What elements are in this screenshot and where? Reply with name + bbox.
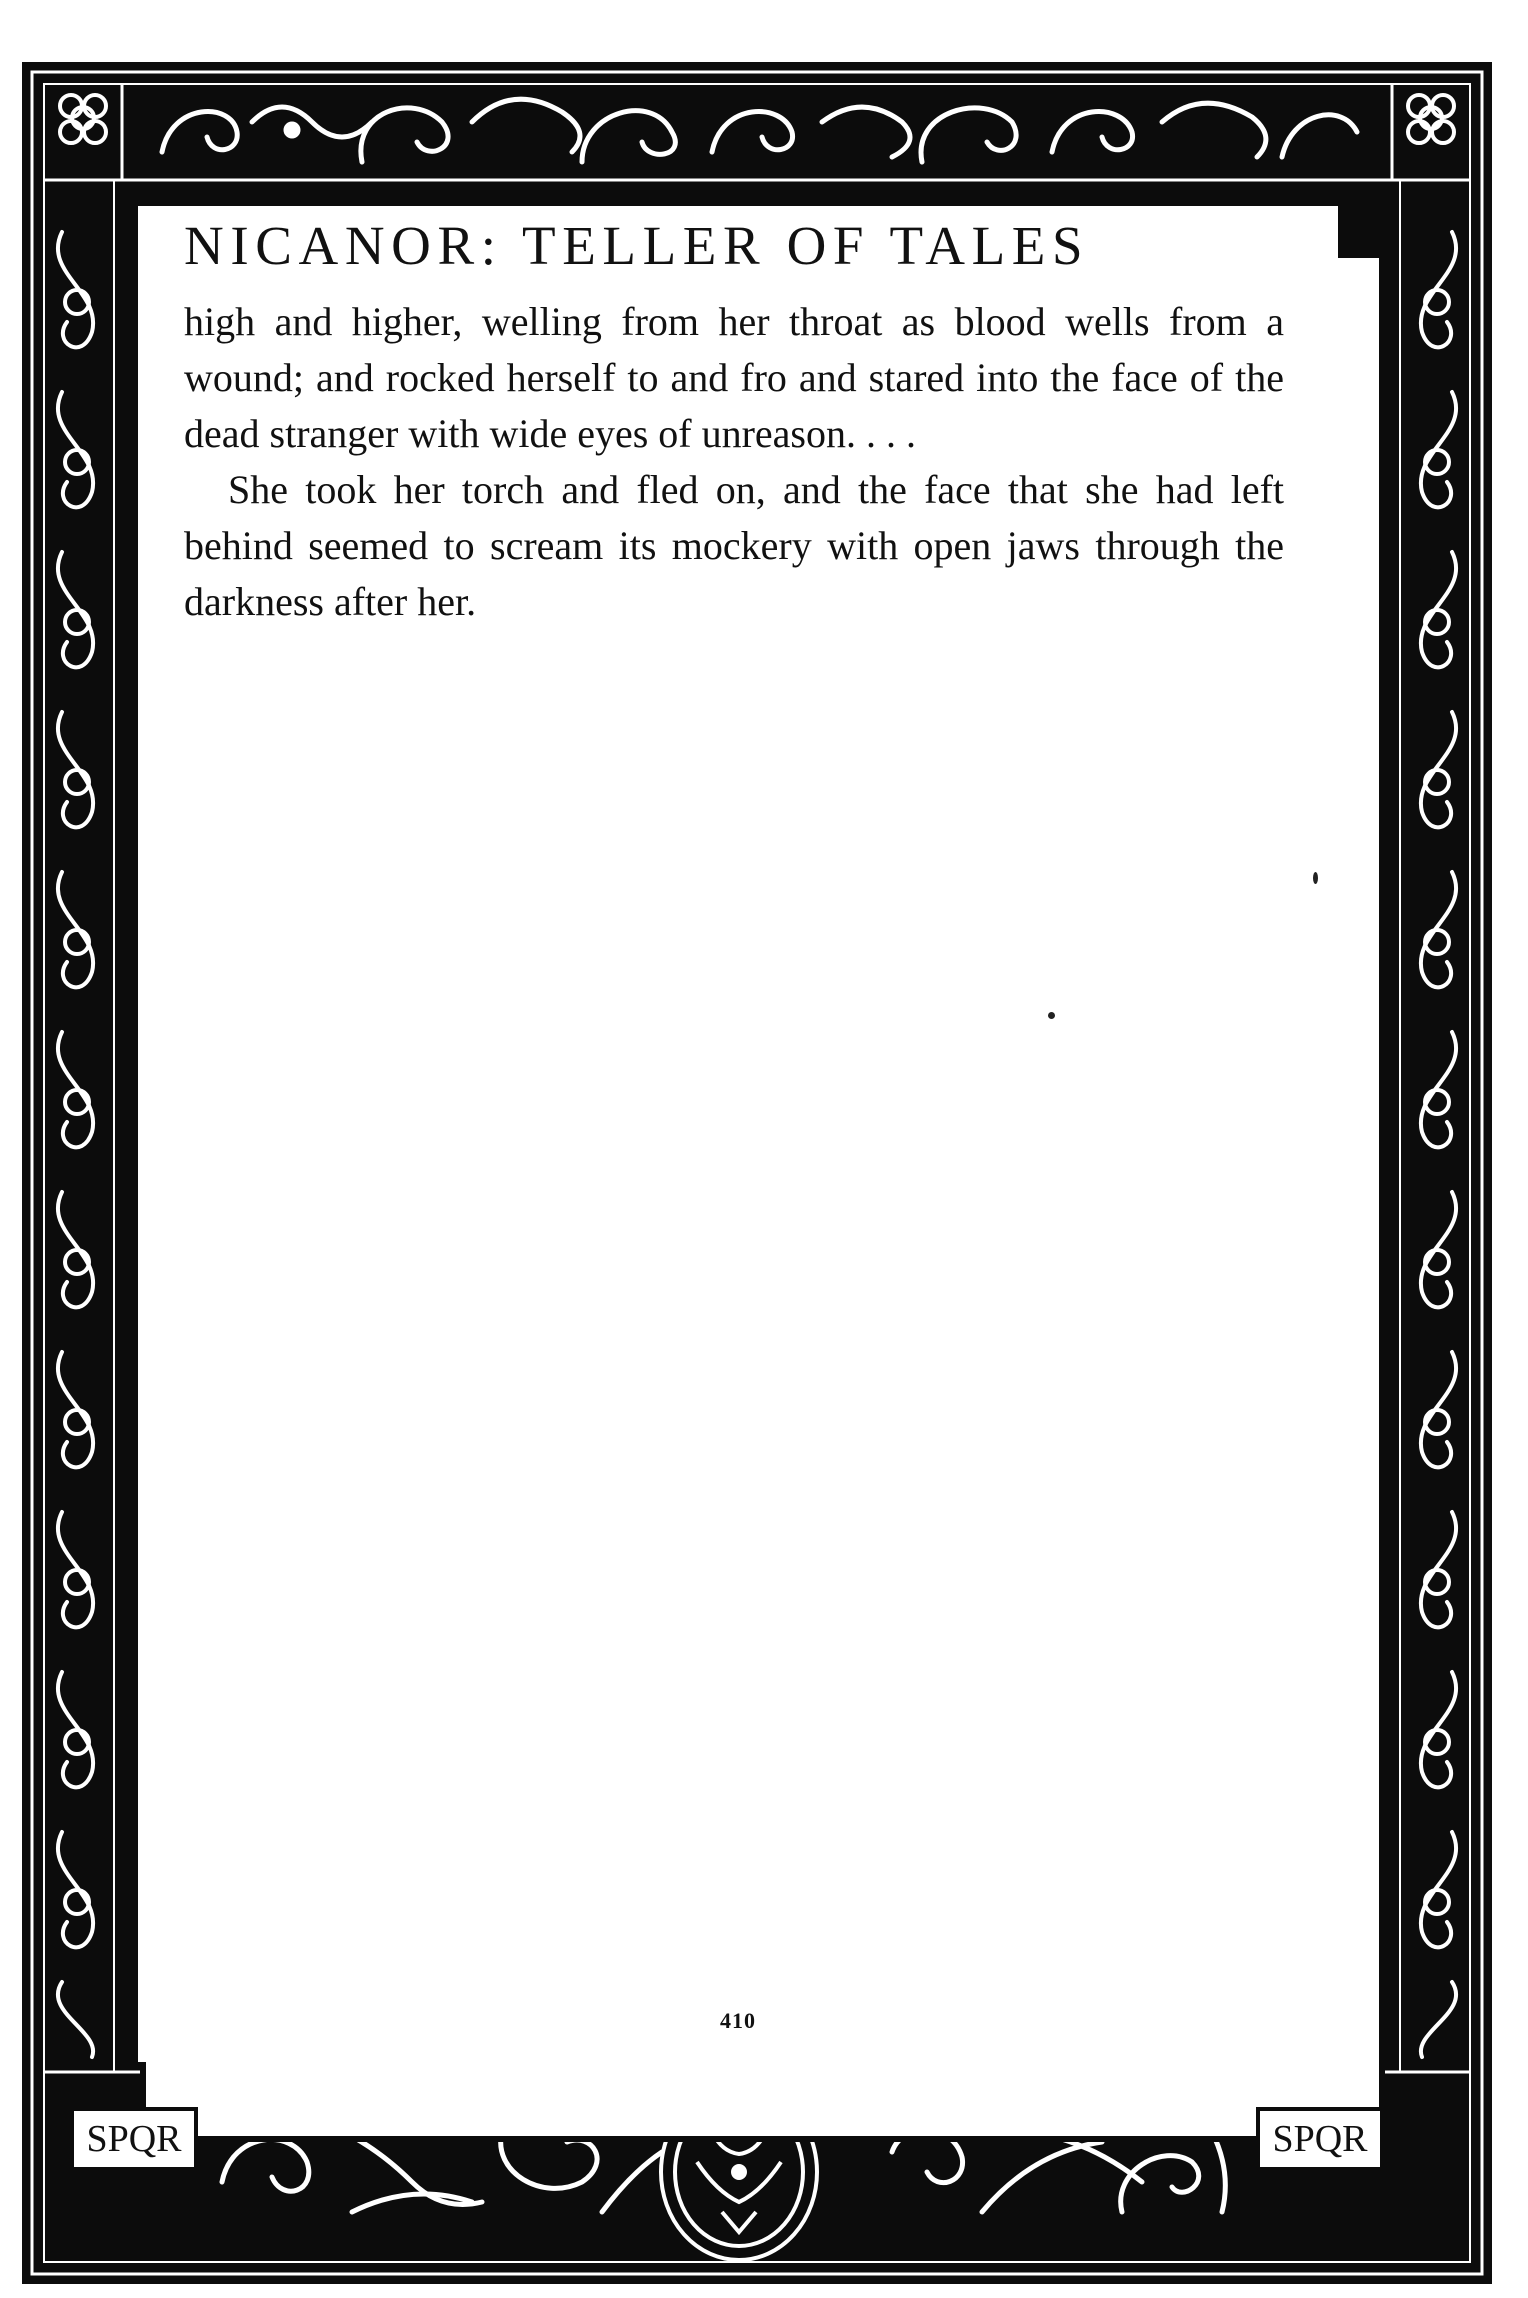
corner-flower-icon-right	[1408, 95, 1454, 143]
spqr-plaque-left: SPQR	[70, 2107, 198, 2171]
corner-flower-icon-left	[60, 95, 106, 143]
text-panel	[138, 206, 1338, 2062]
running-head: NICANOR: TELLER OF TALES	[184, 215, 1090, 276]
spqr-plaque-right: SPQR	[1256, 2107, 1384, 2171]
scan-speck	[1313, 872, 1318, 884]
paragraph: She took her torch and fled on, and the face that she had left behind seemed to scream its mockery with open jaws through the darkness after her.	[184, 467, 1284, 624]
scan-speck	[1048, 1012, 1055, 1019]
body-text	[184, 294, 1284, 630]
page-number: 410	[720, 2008, 756, 2033]
paragraph-continuation: high and higher, welling from her throat as blood wells from a wound; and rocked herself to and fro and stared into the face of the dead stranger with wide eyes of unreason. . . .	[184, 299, 1284, 456]
